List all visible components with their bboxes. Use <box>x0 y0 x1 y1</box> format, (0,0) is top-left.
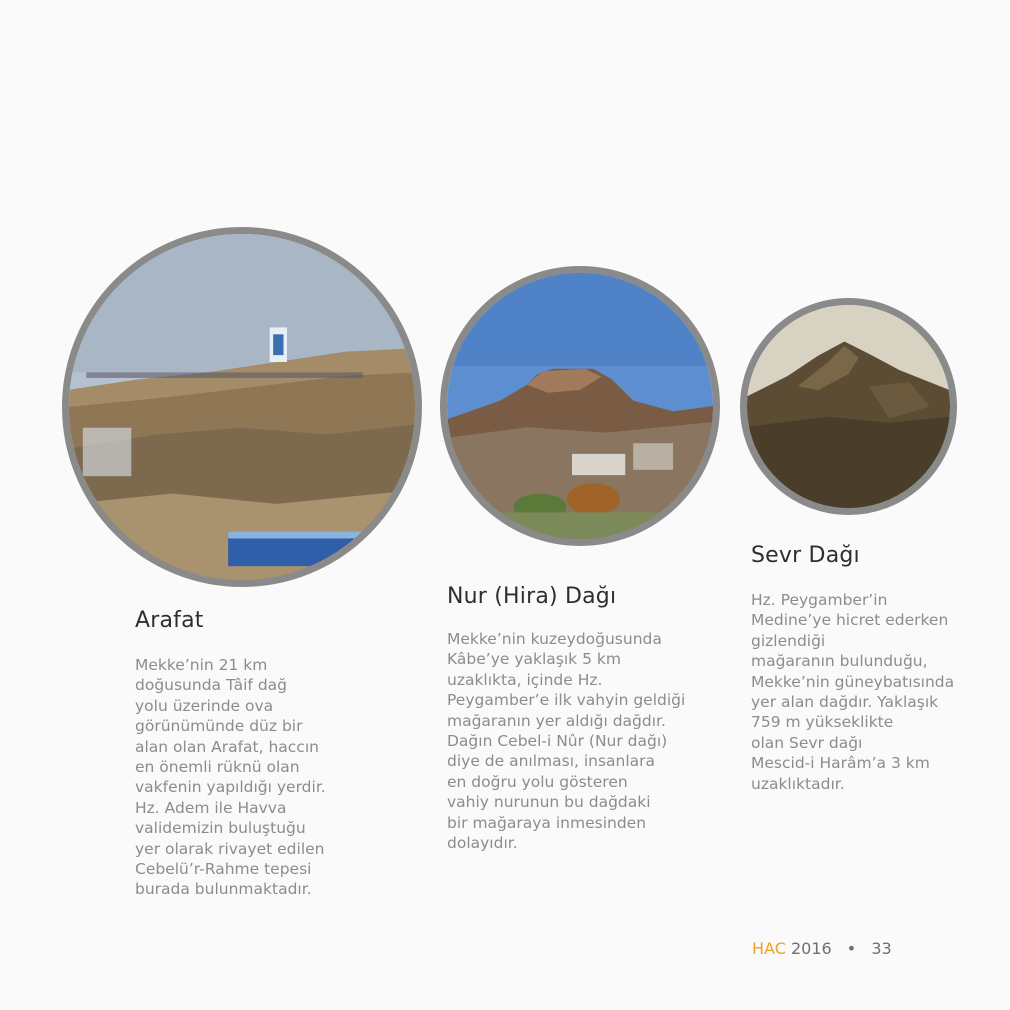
nur-mountain-photo <box>440 266 720 546</box>
arafat-photo <box>62 227 422 587</box>
arafat-line: doğusunda Tâif dağ <box>135 676 287 695</box>
arafat-line: validemizin buluştuğu <box>135 819 306 838</box>
sevr-line: Mekke’nin güneybatısında <box>751 672 955 691</box>
nur-line: mağaranın yer aldığı dağdır. <box>447 711 666 730</box>
nur-line: uzaklıkta, içinde Hz. <box>447 670 603 689</box>
sevr-description <box>751 590 954 794</box>
sevr-line: Mescid-i Harâm’a 3 km <box>751 754 930 773</box>
nur-line: diye de anılması, insanlara <box>447 752 656 771</box>
page-footer <box>752 939 892 958</box>
nur-description <box>447 629 685 853</box>
arafat-line: en önemli rüknü olan <box>135 758 300 777</box>
arafat-line: Hz. Adem ile Havva <box>135 798 287 817</box>
arafat-line: alan olan Arafat, haccın <box>135 737 319 756</box>
sevr-line: Hz. Peygamber’in <box>751 591 888 609</box>
arafat-line: Cebelü’r-Rahme tepesi <box>135 860 312 879</box>
nur-title: Nur (Hira) Dağı <box>447 584 617 609</box>
arafat-line: burada bulunmaktadır. <box>135 880 312 899</box>
nur-line: dolayıdır. <box>447 834 518 853</box>
nur-line: en doğru yolu gösteren <box>447 772 628 791</box>
sevr-line: yer alan dağdır. Yaklaşık <box>751 693 939 712</box>
sevr-line: uzaklıktadır. <box>751 774 845 793</box>
arafat-description <box>135 655 326 900</box>
sevr-title: Sevr Dağı <box>751 543 860 568</box>
arafat-line: Mekke’nin 21 km <box>135 656 268 674</box>
footer-brand: HAC <box>752 939 786 958</box>
sevr-line: gizlendiği <box>751 631 826 650</box>
sevr-line: mağaranın bulunduğu, <box>751 652 928 671</box>
nur-line: Kâbe’ye yaklaşık 5 km <box>447 650 621 669</box>
sevr-line: Medine’ye hicret ederken <box>751 611 949 630</box>
sevr-line: olan Sevr dağı <box>751 733 863 752</box>
arafat-line: yer olarak rivayet edilen <box>135 839 325 858</box>
arafat-line: yolu üzerinde ova <box>135 696 274 715</box>
footer-separator: • <box>846 939 857 958</box>
nur-line: Mekke’nin kuzeydoğusunda <box>447 630 662 648</box>
sevr-line: 759 m yükseklikte <box>751 713 894 732</box>
arafat-title: Arafat <box>135 608 204 633</box>
nur-line: Peygamber’e ilk vahyin geldiği <box>447 691 686 710</box>
arafat-line: görünümünde düz bir <box>135 717 303 736</box>
nur-line: bir mağaraya inmesinden <box>447 813 647 832</box>
footer-year: 2016 <box>790 939 832 958</box>
nur-line: Dağın Cebel-i Nûr (Nur dağı) <box>447 732 668 751</box>
arafat-line: vakfenin yapıldığı yerdir. <box>135 778 326 797</box>
page-number: 33 <box>871 939 892 958</box>
nur-line: vahiy nurunun bu dağdaki <box>447 793 651 812</box>
sevr-mountain-photo <box>740 298 957 515</box>
